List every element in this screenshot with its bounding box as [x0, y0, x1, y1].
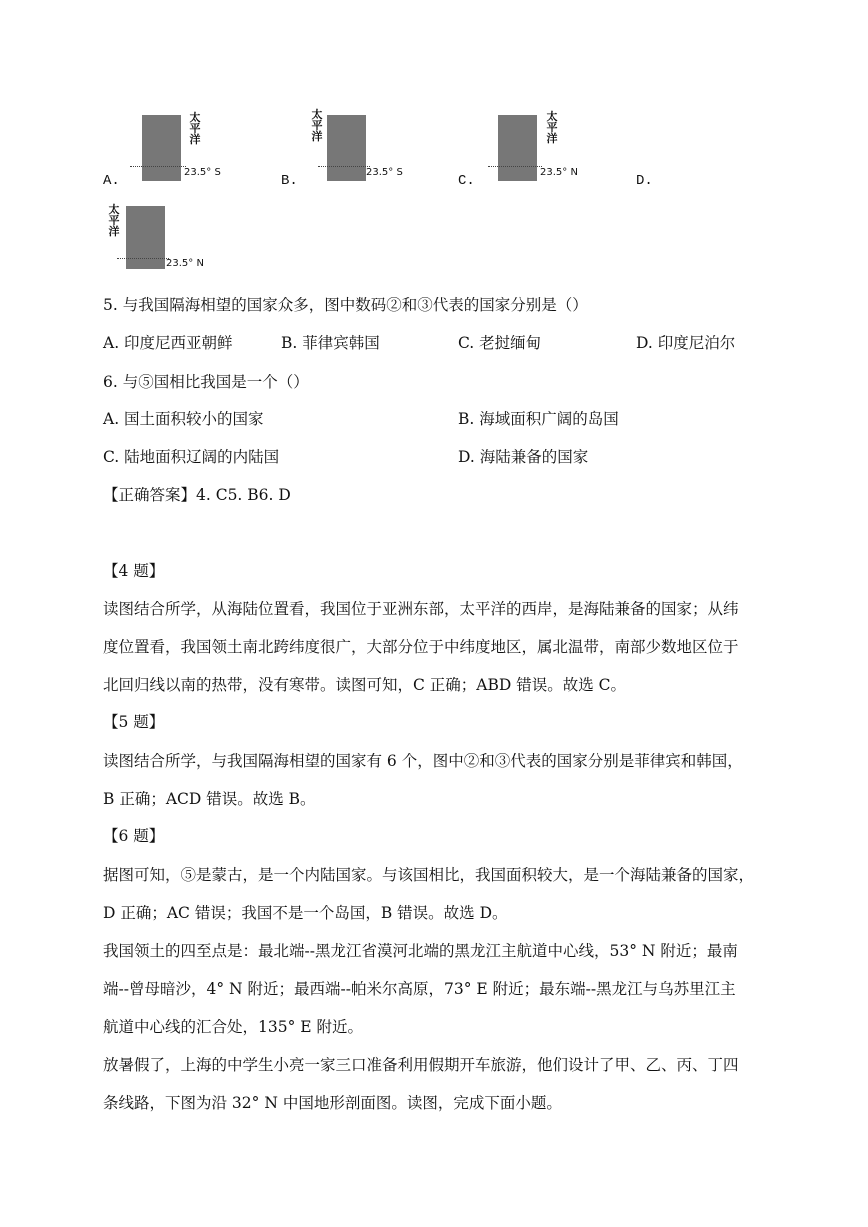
q5-option-b: B. 菲律宾韩国 [281, 334, 380, 352]
explanation-5-line-1: 读图结合所学，与我国隔海相望的国家有 6 个，图中②和③代表的国家分别是菲律宾和韩国， [103, 752, 743, 770]
latitude-line [117, 258, 169, 259]
q6-option-a: A. 国土面积较小的国家 [103, 410, 264, 428]
latitude-label: 23.5° S [184, 167, 221, 178]
land-rect [327, 115, 366, 181]
option-b-letter: B. [281, 173, 298, 189]
ocean-label: 太平洋 [189, 111, 201, 146]
explanation-6-line-2: D 正确；AC 错误；我国不是一个岛国，B 错误。故选 D。 [103, 904, 508, 922]
four-extremes-line-1: 我国领土的四至点是：最北端--黑龙江省漠河北端的黑龙江主航道中心线，53° N 附近；最南 [103, 942, 738, 960]
latitude-line [318, 166, 370, 167]
explanation-4-line-3: 北回归线以南的热带，没有寒带。读图可知，C 正确；ABD 错误。故选 C。 [103, 676, 627, 694]
latitude-label: 23.5° N [166, 258, 204, 269]
q5-stem: 5. 与我国隔海相望的国家众多，图中数码②和③代表的国家分别是（） [103, 296, 588, 314]
option-c-letter: C. [458, 173, 475, 189]
q5-option-c: C. 老挝缅甸 [458, 334, 542, 352]
q6-stem: 6. 与⑤国相比我国是一个（） [103, 373, 309, 391]
explanation-6-line-1: 据图可知，⑤是蒙古，是一个内陆国家。与该国相比，我国面积较大，是一个海陆兼备的国家， [103, 866, 755, 884]
latitude-line [488, 166, 542, 167]
q6-option-c: C. 陆地面积辽阔的内陆国 [103, 448, 280, 466]
travel-intro-line-2: 条线路，下图为沿 32° N 中国地形剖面图。读图，完成下面小题。 [103, 1094, 562, 1112]
latitude-line [130, 166, 186, 167]
option-c-diagram [486, 108, 596, 186]
four-extremes-line-3: 航道中心线的汇合处，135° E 附近。 [103, 1018, 364, 1036]
answer-line: 【正确答案】4. C5. B6. D [103, 486, 291, 504]
explanation-4-line-2: 度位置看，我国领土南北跨纬度很广，大部分位于中纬度地区，属北温带，南部少数地区位于 [103, 638, 739, 656]
q5-option-a: A. 印度尼西亚朝鲜 [103, 334, 233, 352]
latitude-label: 23.5° N [540, 167, 578, 178]
explanation-5-line-2: B 正确；ACD 错误。故选 B。 [103, 790, 316, 808]
land-rect [142, 115, 181, 181]
ocean-label: 太平洋 [546, 110, 558, 145]
q6-option-b: B. 海域面积广阔的岛国 [458, 410, 619, 428]
land-rect [126, 206, 165, 269]
explanation-heading-6: 【6 题】 [103, 827, 165, 845]
travel-intro-line-1: 放暑假了，上海的中学生小亮一家三口准备利用假期开车旅游，他们设计了甲、乙、丙、丁四 [103, 1056, 739, 1074]
latitude-label: 23.5° S [366, 167, 403, 178]
explanation-4-line-1: 读图结合所学，从海陆位置看，我国位于亚洲东部，太平洋的西岸，是海陆兼备的国家；从纬 [103, 600, 739, 618]
q6-option-d: D. 海陆兼备的国家 [458, 448, 589, 466]
explanation-heading-5: 【5 题】 [103, 713, 165, 731]
ocean-label: 太平洋 [311, 108, 323, 143]
explanation-heading-4: 【4 题】 [103, 562, 165, 580]
ocean-label: 太平洋 [108, 203, 120, 238]
q5-option-d: D. 印度尼泊尔 [636, 334, 736, 352]
option-b-diagram [308, 108, 418, 186]
land-rect [498, 115, 537, 181]
option-a-diagram [130, 108, 240, 186]
option-d-letter: D. [636, 173, 653, 189]
option-d-diagram [102, 200, 222, 276]
option-a-letter: A. [103, 173, 120, 189]
four-extremes-line-2: 端--曾母暗沙，4° N 附近；最西端--帕米尔高原，73° E 附近；最东端--黑龙江与乌苏里江主 [103, 980, 736, 998]
